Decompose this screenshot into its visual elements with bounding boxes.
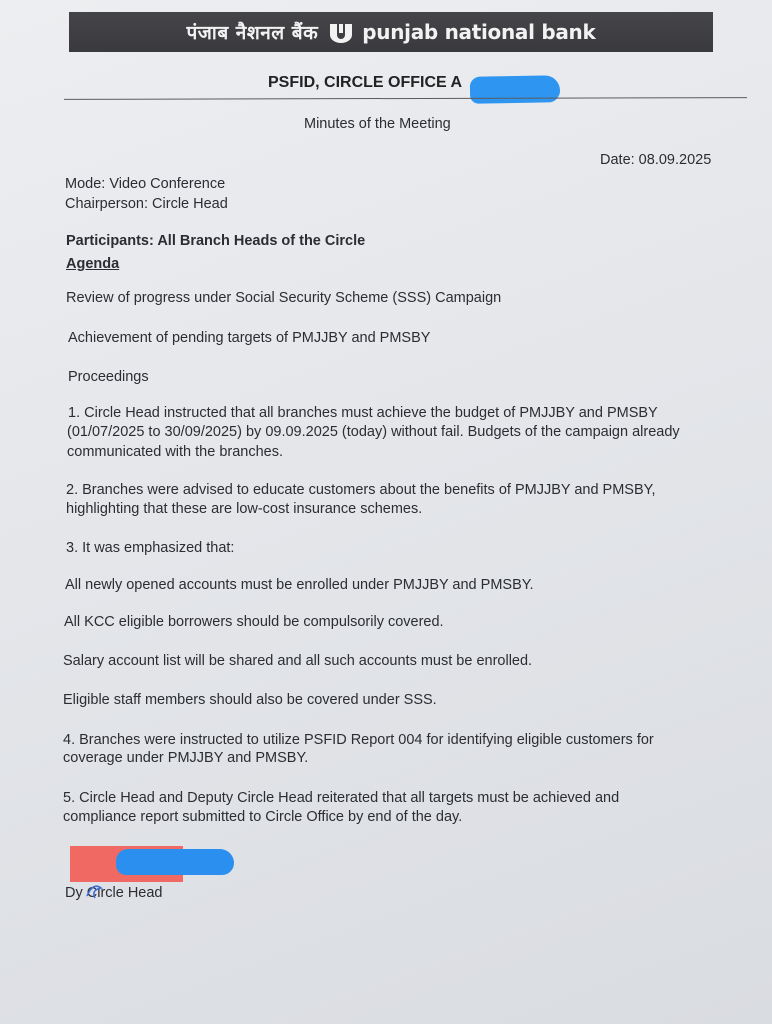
chairperson: Chairperson: Circle Head bbox=[65, 196, 228, 212]
redaction-mark bbox=[470, 75, 560, 104]
bank-letterhead-banner bbox=[69, 12, 713, 52]
header-divider bbox=[64, 97, 747, 100]
paragraph-5-line: 5. Circle Head and Deputy Circle Head reiterated that all targets must be achieved and bbox=[63, 790, 620, 806]
document-title: Minutes of the Meeting bbox=[304, 116, 451, 132]
paragraph-2-line: highlighting that these are low-cost insurance schemes. bbox=[66, 501, 423, 517]
signatory-title: Dy Circle Head bbox=[65, 885, 163, 901]
paragraph-1-line: (01/07/2025 to 30/09/2025) by 09.09.2025 (today) without fail. Budgets of the campaign already bbox=[67, 424, 680, 440]
paragraph-2-line: 2. Branches were advised to educate customers about the benefits of PMJJBY and PMSBY, bbox=[66, 482, 656, 498]
emphasis-item: All KCC eligible borrowers should be compulsorily covered. bbox=[64, 614, 444, 630]
office-heading: PSFID, CIRCLE OFFICE A bbox=[268, 74, 463, 91]
agenda-item: Achievement of pending targets of PMJJBY and PMSBY bbox=[68, 330, 431, 346]
participants: Participants: All Branch Heads of the Circle bbox=[66, 233, 366, 249]
paragraph-1-line: communicated with the branches. bbox=[67, 444, 283, 460]
paragraph-3: 3. It was emphasized that: bbox=[66, 540, 235, 556]
emphasis-item: Eligible staff members should also be covered under SSS. bbox=[63, 692, 437, 708]
paragraph-4-line: coverage under PMJJBY and PMSBY. bbox=[63, 750, 309, 766]
proceedings-heading: Proceedings bbox=[68, 369, 149, 385]
signature-redaction bbox=[116, 849, 234, 875]
meeting-mode: Mode: Video Conference bbox=[65, 176, 226, 192]
pen-scribble-mark bbox=[85, 880, 115, 900]
meeting-date: Date: 08.09.2025 bbox=[600, 152, 712, 168]
paragraph-1-line: 1. Circle Head instructed that all branches must achieve the budget of PMJJBY and PMSBY bbox=[68, 405, 658, 421]
bank-name-english: punjab national bank bbox=[362, 20, 596, 44]
emphasis-item: All newly opened accounts must be enrolled under PMJJBY and PMSBY. bbox=[65, 577, 534, 593]
paragraph-4-line: 4. Branches were instructed to utilize PSFID Report 004 for identifying eligible customers for bbox=[63, 732, 654, 748]
emphasis-item: Salary account list will be shared and all such accounts must be enrolled. bbox=[63, 653, 533, 669]
pnb-logo-icon bbox=[328, 21, 354, 43]
agenda-heading: Agenda bbox=[66, 256, 120, 272]
paragraph-5-line: compliance report submitted to Circle Office by end of the day. bbox=[63, 809, 463, 825]
agenda-item: Review of progress under Social Security Scheme (SSS) Campaign bbox=[66, 290, 502, 306]
bank-name-hindi: पंजाब नैशनल बैंक bbox=[186, 22, 319, 44]
